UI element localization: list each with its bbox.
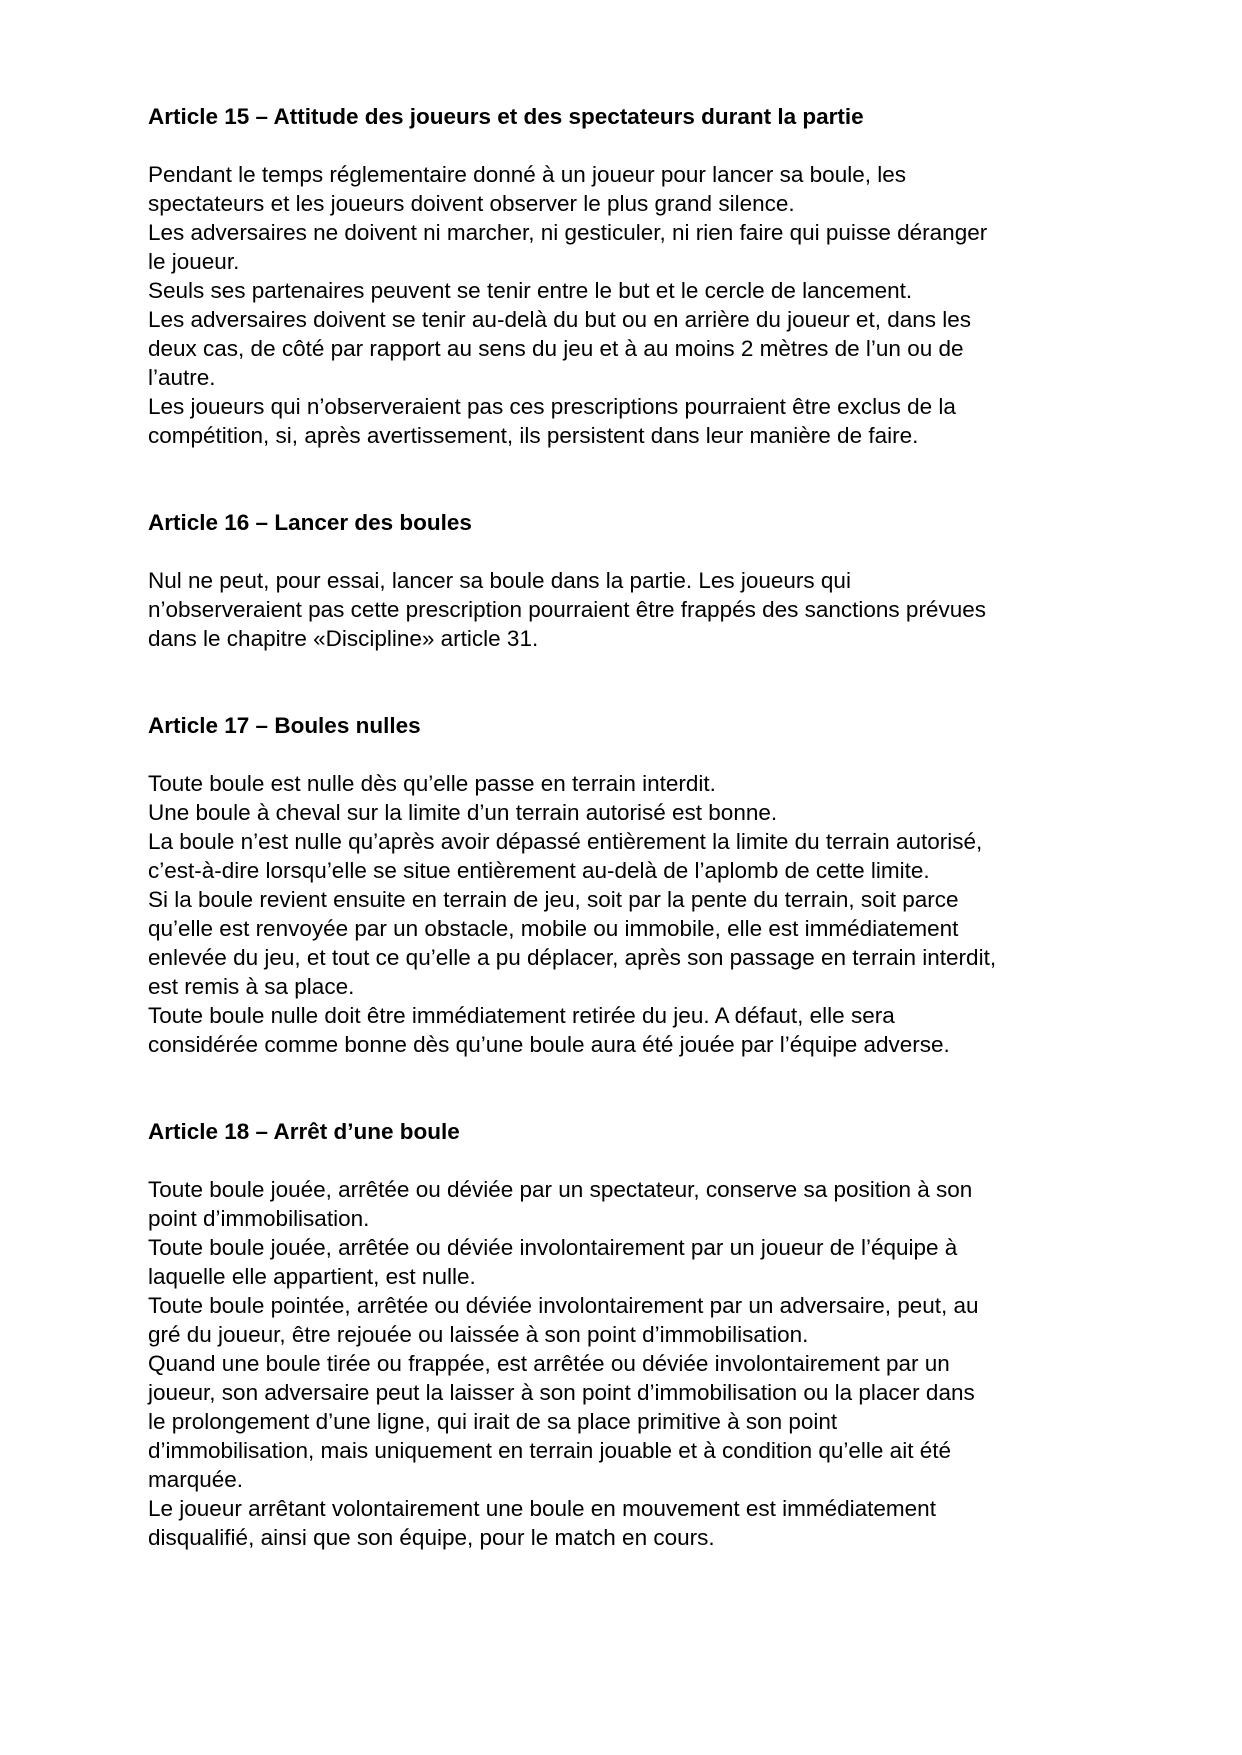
text-line: Quand une boule tirée ou frappée, est arrêtée ou déviée involontairement par un bbox=[148, 1351, 950, 1376]
text-line: laquelle elle appartient, est nulle. bbox=[148, 1264, 476, 1289]
text-line: deux cas, de côté par rapport au sens du jeu et à au moins 2 mètres de l’un ou de bbox=[148, 336, 964, 361]
text-line: La boule n’est nulle qu’après avoir dépassé entièrement la limite du terrain autorisé, bbox=[148, 829, 983, 854]
text-line: Pendant le temps réglementaire donné à un joueur pour lancer sa boule, les bbox=[148, 162, 906, 187]
text-line: spectateurs et les joueurs doivent observer le plus grand silence. bbox=[148, 191, 795, 216]
article-title: Article 16 – Lancer des boules bbox=[148, 510, 472, 535]
text-line: Les joueurs qui n’observeraient pas ces prescriptions pourraient être exclus de la bbox=[148, 394, 956, 419]
article-16 bbox=[148, 508, 1108, 653]
text-line: Toute boule est nulle dès qu’elle passe en terrain interdit. bbox=[148, 771, 716, 796]
text-line: Le joueur arrêtant volontairement une boule en mouvement est immédiatement bbox=[148, 1496, 936, 1521]
text-line: point d’immobilisation. bbox=[148, 1206, 370, 1231]
text-line: c’est-à-dire lorsqu’elle se situe entièrement au-delà de l’aplomb de cette limite. bbox=[148, 858, 930, 883]
text-line: Les adversaires ne doivent ni marcher, ni gesticuler, ni rien faire qui puisse déranger bbox=[148, 220, 988, 245]
text-line: Une boule à cheval sur la limite d’un terrain autorisé est bonne. bbox=[148, 800, 778, 825]
document-page bbox=[148, 102, 1108, 1552]
article-title: Article 17 – Boules nulles bbox=[148, 713, 421, 738]
text-line: Nul ne peut, pour essai, lancer sa boule dans la partie. Les joueurs qui bbox=[148, 568, 851, 593]
text-line: considérée comme bonne dès qu’une boule aura été jouée par l’équipe adverse. bbox=[148, 1032, 950, 1057]
article-title: Article 18 – Arrêt d’une boule bbox=[148, 1119, 460, 1144]
article-17 bbox=[148, 711, 1108, 1059]
section-spacer bbox=[148, 653, 1108, 711]
text-line: le prolongement d’une ligne, qui irait de sa place primitive à son point bbox=[148, 1409, 838, 1434]
section-spacer bbox=[148, 1059, 1108, 1117]
text-line: Les adversaires doivent se tenir au-delà du but ou en arrière du joueur et, dans les bbox=[148, 307, 972, 332]
section-spacer bbox=[148, 450, 1108, 508]
article-body bbox=[148, 566, 1108, 653]
article-title: Article 15 – Attitude des joueurs et des spectateurs durant la partie bbox=[148, 104, 864, 129]
text-line: Seuls ses partenaires peuvent se tenir entre le but et le cercle de lancement. bbox=[148, 278, 913, 303]
text-line: disqualifié, ainsi que son équipe, pour le match en cours. bbox=[148, 1525, 715, 1550]
article-15 bbox=[148, 102, 1108, 450]
text-line: marquée. bbox=[148, 1467, 244, 1492]
text-line: qu’elle est renvoyée par un obstacle, mobile ou immobile, elle est immédiatement bbox=[148, 916, 959, 941]
text-line: est remis à sa place. bbox=[148, 974, 355, 999]
text-line: Toute boule pointée, arrêtée ou déviée involontairement par un adversaire, peut, au bbox=[148, 1293, 979, 1318]
text-line: Toute boule nulle doit être immédiatement retirée du jeu. A défaut, elle sera bbox=[148, 1003, 895, 1028]
article-body bbox=[148, 769, 1108, 1059]
text-line: le joueur. bbox=[148, 249, 240, 274]
text-line: gré du joueur, être rejouée ou laissée à son point d’immobilisation. bbox=[148, 1322, 809, 1347]
text-line: Toute boule jouée, arrêtée ou déviée involontairement par un joueur de l’équipe à bbox=[148, 1235, 958, 1260]
article-body bbox=[148, 160, 1108, 450]
text-line: enlevée du jeu, et tout ce qu’elle a pu déplacer, après son passage en terrain interdit, bbox=[148, 945, 997, 970]
article-18 bbox=[148, 1117, 1108, 1552]
text-line: Toute boule jouée, arrêtée ou déviée par un spectateur, conserve sa position à son bbox=[148, 1177, 973, 1202]
text-line: joueur, son adversaire peut la laisser à son point d’immobilisation ou la placer dans bbox=[148, 1380, 975, 1405]
text-line: l’autre. bbox=[148, 365, 216, 390]
article-body bbox=[148, 1175, 1108, 1552]
text-line: d’immobilisation, mais uniquement en terrain jouable et à condition qu’elle ait été bbox=[148, 1438, 951, 1463]
text-line: dans le chapitre «Discipline» article 31. bbox=[148, 626, 539, 651]
text-line: n’observeraient pas cette prescription pourraient être frappés des sanctions prévues bbox=[148, 597, 986, 622]
text-line: compétition, si, après avertissement, ils persistent dans leur manière de faire. bbox=[148, 423, 919, 448]
text-line: Si la boule revient ensuite en terrain de jeu, soit par la pente du terrain, soit parce bbox=[148, 887, 959, 912]
